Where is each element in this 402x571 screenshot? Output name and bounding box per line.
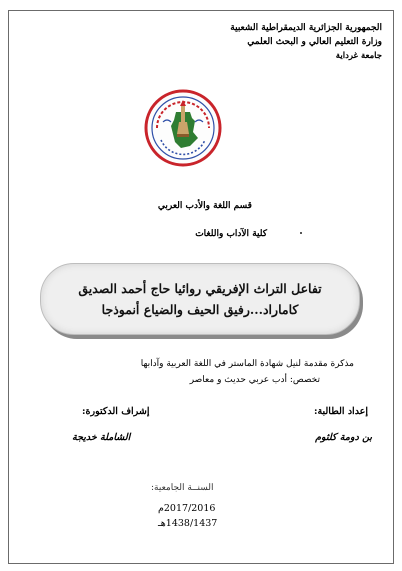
academic-year-label: السنــة الجامعية: — [151, 483, 214, 493]
student-label: إعداد الطالبة: — [313, 406, 368, 417]
supervisor-name: الشاملة خديجة — [72, 432, 131, 443]
title-banner — [40, 263, 360, 335]
university-ghardaia-seal-icon — [143, 88, 223, 168]
stray-dot — [300, 232, 302, 234]
thesis-title-line2: كاماراد...رفيق الحيف والضياع أنموذجا — [101, 302, 299, 317]
ministry-name: وزارة التعليم العالي و البحث العلمي — [247, 37, 382, 47]
supervisor-label: إشراف الدكتورة: — [82, 406, 150, 417]
faculty-name: كلية الآداب واللغات — [195, 229, 267, 239]
memo-purpose: مذكرة مقدمة لنيل شهادة الماستر في اللغة العربية وآدابها — [140, 359, 354, 369]
academic-year-hijri: 1438/1437هـ — [158, 518, 218, 529]
student-name: بن دومة كلثوم — [315, 432, 372, 443]
republic-name: الجمهورية الجزائرية الديمقراطية الشعبية — [230, 23, 382, 33]
department-name: قسم اللغة والأدب العربي — [157, 201, 252, 211]
academic-year-gregorian: 2017/2016م — [158, 503, 216, 514]
memo-specialty: تخصص: أدب عربي حديث و معاصر — [189, 375, 320, 385]
thesis-title-line1: تفاعل التراث الإفريقي روائيا حاج أحمد الصديق — [78, 281, 322, 296]
university-name: جامعة غرداية — [335, 51, 382, 61]
